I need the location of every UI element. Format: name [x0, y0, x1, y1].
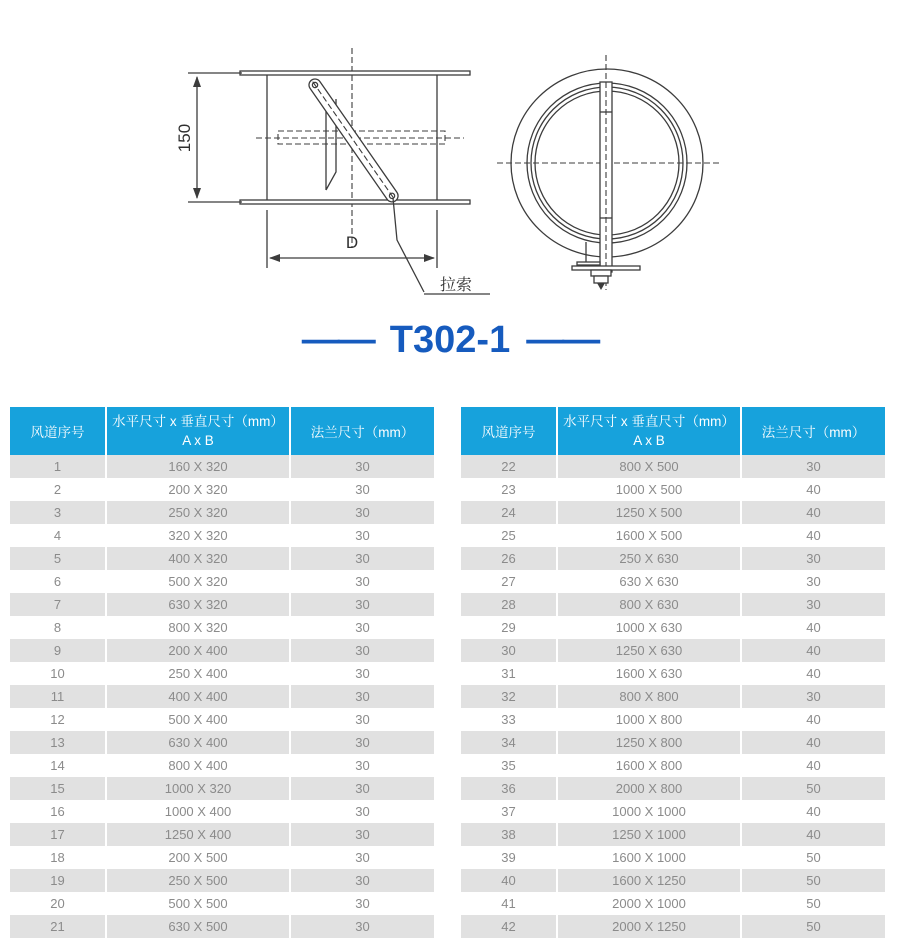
damper-blade: [307, 77, 401, 205]
flange-cell: 30: [289, 478, 434, 501]
table-row: [10, 846, 434, 869]
duct-number-cell: 39: [461, 846, 556, 869]
header-dimensions: [105, 407, 289, 455]
table-row: [461, 662, 885, 685]
model-number: T302-1: [389, 319, 511, 361]
table-row: [461, 915, 885, 938]
dimension-cell: 630 X 500: [105, 915, 289, 938]
bolt-head: [591, 270, 611, 276]
flange-cell: 40: [740, 731, 885, 754]
flange-cell: 30: [289, 547, 434, 570]
duct-number-cell: 8: [10, 616, 105, 639]
duct-number-cell: 32: [461, 685, 556, 708]
flange-cell: 30: [289, 892, 434, 915]
dimension-cell: 1000 X 320: [105, 777, 289, 800]
dimension-cell: 800 X 800: [556, 685, 740, 708]
flange-cell: 30: [289, 662, 434, 685]
bracket-foot: [577, 262, 600, 265]
duct-number-cell: 4: [10, 524, 105, 547]
dimension-150: [175, 73, 242, 202]
duct-number-cell: 35: [461, 754, 556, 777]
table-row: [461, 524, 885, 547]
size-tables: [0, 407, 900, 938]
flange-cell: 40: [740, 662, 885, 685]
dimension-cell: 1000 X 630: [556, 616, 740, 639]
table-header-row: [461, 407, 885, 455]
flange-cell: 30: [289, 616, 434, 639]
duct-number-cell: 22: [461, 455, 556, 478]
duct-number-cell: 26: [461, 547, 556, 570]
title-dash-left: ——: [301, 319, 374, 361]
dimension-cell: 250 X 320: [105, 501, 289, 524]
duct-number-cell: 7: [10, 593, 105, 616]
duct-number-cell: 2: [10, 478, 105, 501]
damper-side-view: [175, 48, 490, 294]
duct-number-cell: 37: [461, 800, 556, 823]
table-row: [461, 892, 885, 915]
dimension-cell: 1600 X 1250: [556, 869, 740, 892]
dimension-cell: 2000 X 1250: [556, 915, 740, 938]
duct-number-cell: 34: [461, 731, 556, 754]
header-flange: 法兰尺寸（mm）: [289, 407, 434, 455]
flange-cell: 50: [740, 915, 885, 938]
size-table-left: [10, 407, 434, 938]
dimension-cell: 1250 X 1000: [556, 823, 740, 846]
table-row: [10, 731, 434, 754]
duct-number-cell: 28: [461, 593, 556, 616]
table-row: [461, 869, 885, 892]
flange-cell: 30: [289, 708, 434, 731]
header-duct-number: 风道序号: [10, 407, 105, 455]
duct-number-cell: 12: [10, 708, 105, 731]
dimension-cell: 630 X 630: [556, 570, 740, 593]
table-row: [10, 892, 434, 915]
table-row: [10, 915, 434, 938]
flange-cell: 30: [289, 777, 434, 800]
table-row: [461, 685, 885, 708]
dimension-cell: 250 X 630: [556, 547, 740, 570]
dimension-150-label: 150: [175, 123, 194, 153]
flange-cell: 30: [289, 639, 434, 662]
bolt-tip: [597, 283, 605, 290]
dimension-cell: 200 X 400: [105, 639, 289, 662]
flange-cell: 40: [740, 639, 885, 662]
dimension-D-label: D: [345, 233, 359, 252]
dimension-cell: 200 X 320: [105, 478, 289, 501]
duct-number-cell: 20: [10, 892, 105, 915]
table-row: [10, 616, 434, 639]
duct-number-cell: 9: [10, 639, 105, 662]
table-row: [461, 570, 885, 593]
blade-strip: [307, 77, 401, 205]
dimension-cell: 800 X 320: [105, 616, 289, 639]
duct-number-cell: 36: [461, 777, 556, 800]
table-row: [10, 777, 434, 800]
flange-cell: 50: [740, 869, 885, 892]
dimension-cell: 630 X 320: [105, 593, 289, 616]
flange-cell: 30: [289, 869, 434, 892]
table-row: [461, 754, 885, 777]
bottom-flange: [240, 200, 470, 204]
dimension-cell: 800 X 630: [556, 593, 740, 616]
flange-cell: 30: [289, 823, 434, 846]
table-row: [10, 685, 434, 708]
dimension-cell: 1250 X 500: [556, 501, 740, 524]
bolt-body: [594, 276, 608, 283]
header-dimensions-line2: A x B: [182, 433, 214, 448]
flange-cell: 30: [740, 547, 885, 570]
flange-cell: 30: [740, 455, 885, 478]
dimension-cell: 200 X 500: [105, 846, 289, 869]
table-row: [461, 478, 885, 501]
table-row: [461, 777, 885, 800]
table-row: [10, 823, 434, 846]
table-row: [461, 639, 885, 662]
header-dimensions-line2: A x B: [633, 433, 665, 448]
table-row: [10, 754, 434, 777]
duct-number-cell: 23: [461, 478, 556, 501]
duct-number-cell: 24: [461, 501, 556, 524]
table-row: [10, 570, 434, 593]
dimension-D: [267, 210, 437, 268]
dimension-cell: 250 X 400: [105, 662, 289, 685]
dimension-cell: 1600 X 630: [556, 662, 740, 685]
table-row: [10, 478, 434, 501]
flange-cell: 30: [289, 524, 434, 547]
dimension-cell: 1250 X 630: [556, 639, 740, 662]
flange-cell: 40: [740, 708, 885, 731]
table-row: [10, 708, 434, 731]
dimension-cell: 1000 X 400: [105, 800, 289, 823]
table-row: [10, 593, 434, 616]
table-row: [461, 823, 885, 846]
cable-label: 拉索: [439, 277, 473, 294]
flange-cell: 40: [740, 524, 885, 547]
table-header-row: [10, 407, 434, 455]
table-row: [10, 524, 434, 547]
table-row: [10, 662, 434, 685]
dimension-cell: 1000 X 800: [556, 708, 740, 731]
dimension-cell: 1000 X 500: [556, 478, 740, 501]
flange-cell: 30: [289, 501, 434, 524]
dimension-cell: 500 X 320: [105, 570, 289, 593]
size-table-right: [461, 407, 885, 938]
flange-cell: 40: [740, 616, 885, 639]
dimension-cell: 1600 X 800: [556, 754, 740, 777]
flange-cell: 30: [740, 570, 885, 593]
table-row: [10, 455, 434, 478]
dimension-cell: 1600 X 500: [556, 524, 740, 547]
duct-number-cell: 38: [461, 823, 556, 846]
table-row: [461, 731, 885, 754]
flange-cell: 30: [740, 685, 885, 708]
duct-number-cell: 14: [10, 754, 105, 777]
dimension-cell: 500 X 500: [105, 892, 289, 915]
duct-number-cell: 30: [461, 639, 556, 662]
flange-cell: 50: [740, 846, 885, 869]
duct-number-cell: 42: [461, 915, 556, 938]
duct-number-cell: 18: [10, 846, 105, 869]
header-dimensions: [556, 407, 740, 455]
flange-cell: 40: [740, 823, 885, 846]
duct-number-cell: 31: [461, 662, 556, 685]
duct-number-cell: 11: [10, 685, 105, 708]
duct-number-cell: 17: [10, 823, 105, 846]
duct-number-cell: 6: [10, 570, 105, 593]
flange-cell: 30: [289, 455, 434, 478]
header-dimensions-line1: 水平尺寸 x 垂直尺寸（mm）: [563, 414, 735, 429]
cable-leader-line: [393, 198, 424, 292]
header-duct-number: 风道序号: [461, 407, 556, 455]
table-row: [461, 846, 885, 869]
duct-number-cell: 3: [10, 501, 105, 524]
duct-number-cell: 25: [461, 524, 556, 547]
header-dimensions-line1: 水平尺寸 x 垂直尺寸（mm）: [112, 414, 284, 429]
table-row: [10, 547, 434, 570]
flange-cell: 40: [740, 800, 885, 823]
model-title: [0, 318, 900, 362]
duct-number-cell: 19: [10, 869, 105, 892]
table-row: [461, 593, 885, 616]
flange-cell: 30: [289, 593, 434, 616]
dimension-cell: 320 X 320: [105, 524, 289, 547]
top-flange: [240, 71, 470, 75]
flange-cell: 40: [740, 501, 885, 524]
flange-cell: 30: [740, 593, 885, 616]
duct-number-cell: 41: [461, 892, 556, 915]
damper-front-view: [497, 55, 722, 290]
duct-number-cell: 1: [10, 455, 105, 478]
duct-number-cell: 10: [10, 662, 105, 685]
duct-number-cell: 27: [461, 570, 556, 593]
dimension-cell: 800 X 500: [556, 455, 740, 478]
duct-number-cell: 16: [10, 800, 105, 823]
table-row: [461, 455, 885, 478]
flange-cell: 30: [289, 915, 434, 938]
duct-number-cell: 40: [461, 869, 556, 892]
table-row: [461, 800, 885, 823]
table-row: [461, 616, 885, 639]
dimension-cell: 400 X 400: [105, 685, 289, 708]
flange-cell: 30: [289, 731, 434, 754]
table-row: [10, 501, 434, 524]
flange-cell: 30: [289, 800, 434, 823]
dimension-cell: 160 X 320: [105, 455, 289, 478]
dimension-cell: 1250 X 400: [105, 823, 289, 846]
flange-cell: 30: [289, 570, 434, 593]
flange-cell: 30: [289, 685, 434, 708]
dimension-cell: 2000 X 800: [556, 777, 740, 800]
flange-cell: 50: [740, 892, 885, 915]
table-row: [10, 869, 434, 892]
table-row: [10, 639, 434, 662]
duct-number-cell: 5: [10, 547, 105, 570]
table-row: [461, 708, 885, 731]
dimension-cell: 400 X 320: [105, 547, 289, 570]
table-row: [10, 800, 434, 823]
dimension-cell: 1600 X 1000: [556, 846, 740, 869]
flange-cell: 40: [740, 478, 885, 501]
flange-cell: 40: [740, 754, 885, 777]
flange-cell: 30: [289, 754, 434, 777]
header-flange: 法兰尺寸（mm）: [740, 407, 885, 455]
cable-callout: [393, 198, 490, 294]
duct-number-cell: 21: [10, 915, 105, 938]
dimension-cell: 1000 X 1000: [556, 800, 740, 823]
duct-number-cell: 29: [461, 616, 556, 639]
dimension-cell: 250 X 500: [105, 869, 289, 892]
duct-number-cell: 15: [10, 777, 105, 800]
flange-cell: 50: [740, 777, 885, 800]
dimension-cell: 500 X 400: [105, 708, 289, 731]
dimension-cell: 2000 X 1000: [556, 892, 740, 915]
flange-cell: 30: [289, 846, 434, 869]
dimension-cell: 1250 X 800: [556, 731, 740, 754]
table-row: [461, 501, 885, 524]
table-row: [461, 547, 885, 570]
technical-drawings: [0, 0, 900, 310]
duct-number-cell: 33: [461, 708, 556, 731]
title-dash-right: ——: [526, 319, 599, 361]
dimension-cell: 630 X 400: [105, 731, 289, 754]
dimension-cell: 800 X 400: [105, 754, 289, 777]
duct-number-cell: 13: [10, 731, 105, 754]
